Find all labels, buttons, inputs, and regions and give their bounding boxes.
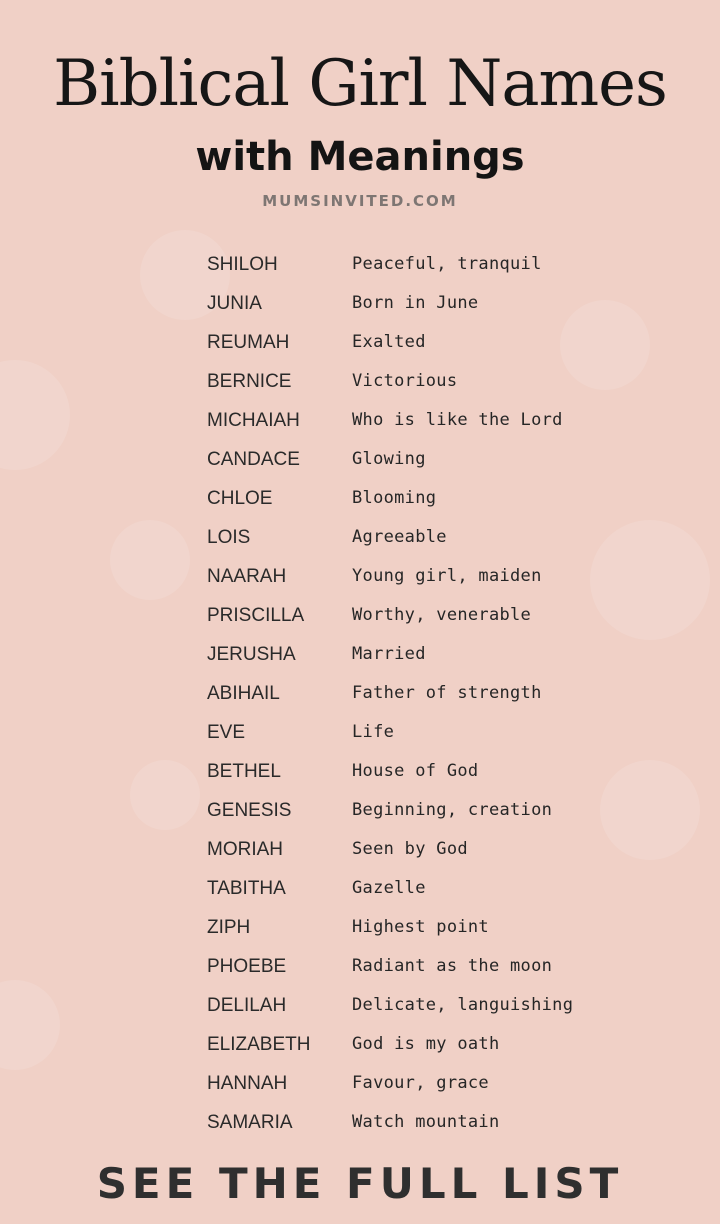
list-item [0,674,720,713]
name-label: DELILAH [207,995,287,1016]
list-item [0,284,720,323]
list-item [0,908,720,947]
meaning-label: God is my oath [352,1034,500,1054]
list-item [0,791,720,830]
list-item [0,1064,720,1103]
name-label: HANNAH [207,1073,288,1094]
name-label: PRISCILLA [207,605,305,626]
meaning-label: Gazelle [352,878,426,898]
meaning-label: Young girl, maiden [352,566,542,586]
meaning-label: House of God [352,761,479,781]
meaning-label: Agreeable [352,527,447,547]
name-label: ABIHAIL [207,683,280,704]
meaning-label: Life [352,722,395,742]
meaning-label: Favour, grace [352,1073,489,1093]
name-label: BETHEL [207,761,281,782]
meaning-label: Radiant as the moon [352,956,553,976]
name-label: CHLOE [207,488,273,509]
list-item [0,362,720,401]
name-label: MICHAIAH [207,410,300,431]
list-item [0,557,720,596]
page-subtitle: with Meanings [195,134,525,180]
list-item [0,869,720,908]
meaning-label: Delicate, languishing [352,995,574,1015]
name-label: EVE [207,722,246,743]
list-item [0,440,720,479]
page-title: Biblical Girl Names [53,47,667,121]
name-label: SHILOH [207,254,278,275]
list-item [0,1103,720,1142]
meaning-label: Watch mountain [352,1112,500,1132]
meaning-label: Born in June [352,293,479,313]
meaning-label: Glowing [352,449,426,469]
name-label: REUMAH [207,332,290,353]
list-item [0,830,720,869]
list-item [0,323,720,362]
list-item [0,518,720,557]
name-label: BERNICE [207,371,292,392]
list-item [0,245,720,284]
meaning-label: Blooming [352,488,437,508]
see-full-list-link[interactable]: SEE THE FULL LIST [96,1159,624,1208]
list-item [0,752,720,791]
list-item [0,986,720,1025]
meaning-label: Worthy, venerable [352,605,532,625]
list-item [0,947,720,986]
name-label: TABITHA [207,878,286,899]
name-label: ELIZABETH [207,1034,311,1055]
list-item [0,635,720,674]
name-label: NAARAH [207,566,287,587]
meaning-label: Seen by God [352,839,468,859]
site-name: MUMSINVITED.COM [262,192,458,210]
name-label: ZIPH [207,917,251,938]
list-item [0,596,720,635]
name-label: SAMARIA [207,1112,293,1133]
meaning-label: Victorious [352,371,458,391]
meaning-label: Peaceful, tranquil [352,254,542,274]
list-item [0,401,720,440]
meaning-label: Exalted [352,332,426,352]
name-label: CANDACE [207,449,300,470]
name-label: LOIS [207,527,251,548]
meaning-label: Beginning, creation [352,800,553,820]
name-label: JUNIA [207,293,262,314]
name-label: JERUSHA [207,644,296,665]
names-list [0,245,720,1145]
name-label: PHOEBE [207,956,287,977]
meaning-label: Who is like the Lord [352,410,563,430]
meaning-label: Highest point [352,917,489,937]
name-label: MORIAH [207,839,283,860]
list-item [0,1025,720,1064]
name-label: GENESIS [207,800,292,821]
meaning-label: Father of strength [352,683,542,703]
meaning-label: Married [352,644,426,664]
list-item [0,713,720,752]
list-item [0,479,720,518]
